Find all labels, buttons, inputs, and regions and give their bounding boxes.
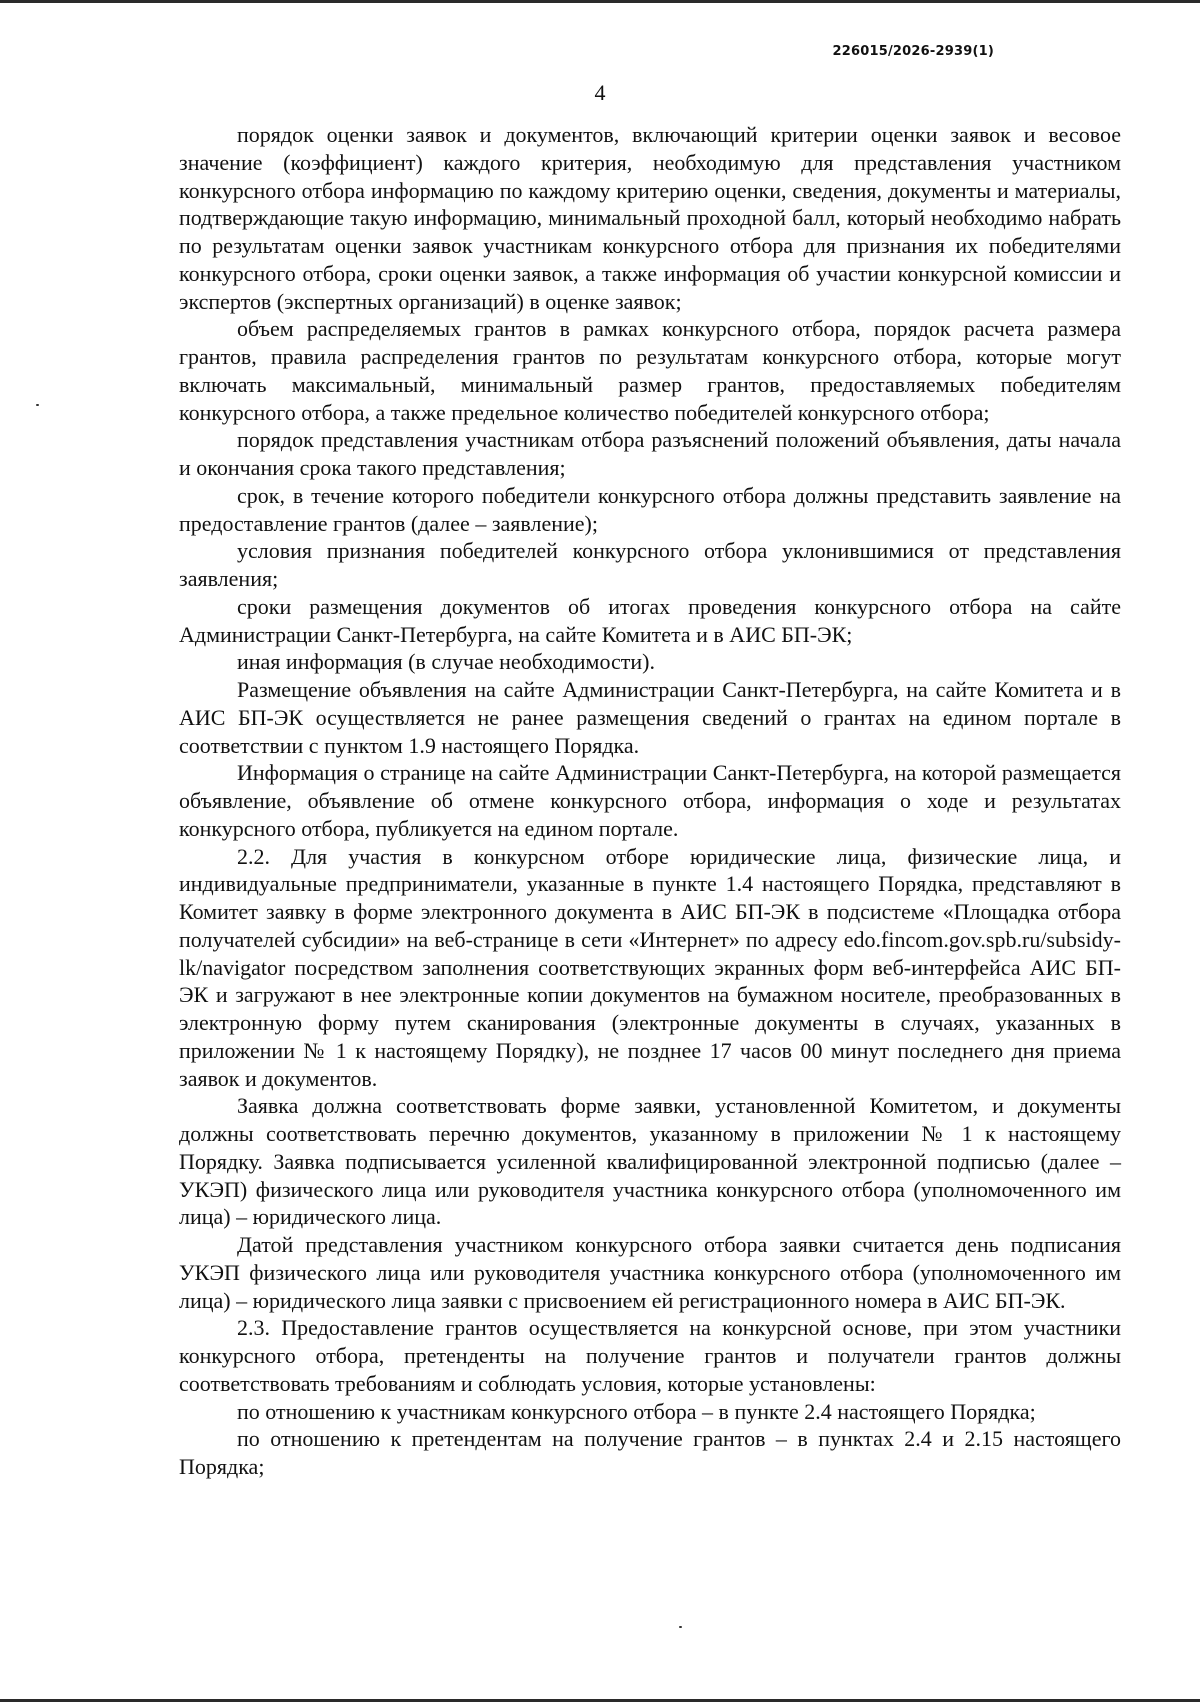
paragraph: Заявка должна соответствовать форме заявки, установленной Комитетом, и документы должны соответствовать перечню документов, указанному в приложении № 1 к настоящему Порядку. Заявка подписывается усиленной квалифицированной электронной подписью (далее – УКЭП) физического лица или руководителя участника конкурсного отбора (уполномоченного им лица) – юридического лица. [179,1093,1121,1230]
scan-border-top [0,0,1200,3]
paragraph: иная информация (в случае необходимости). [237,649,655,675]
paragraph: сроки размещения документов об итогах проведения конкурсного отбора на сайте Администрации Санкт-Петербурга, на сайте Комитета и в АИС БП-ЭК; [179,593,1121,647]
paragraph: порядок представления участникам отбора разъяснений положений объявления, даты начала и окончания срока такого представления; [179,427,1121,480]
paragraph: Датой представления участником конкурсного отбора заявки считается день подписания УКЭП физического лица или руководителя участника конкурсного отбора (уполномоченного им лица) – юридического лица заявки с присвоением ей регистрационного номера в АИС БП-ЭК. [179,1232,1121,1313]
page-number: 4 [594,80,606,105]
paragraph: 2.2. Для участия в конкурсном отборе юридические лица, физические лица, и индивидуальные предприниматели, указанные в пункте 1.4 настоящего Порядка, представляют в Комитет заявку в форме электронного документа в АИС БП-ЭК в подсистеме «Площадка отбора получателей субсидии» на веб-странице в сети «Интернет» по адресу edo.fincom.gov.spb.ru/subsidy-lk/navigator посредством заполнения соответствующих экранных форм веб-интерфейса АИС БП-ЭК и загружают в нее электронные копии документов на бумажном носителе, преобразованных в электронную форму путем сканирования (электронные документы в случаях, указанных в приложении № 1 к настоящему Порядку), не позднее 17 часов 00 минут последнего дня приема заявок и документов. [179,843,1121,1091]
document-registration-number: 226015/2026-2939(1) [832,44,994,59]
paragraph: порядок оценки заявок и документов, включающий критерии оценки заявок и весовое значение (коэффициент) каждого критерия, необходимую для представления участником конкурсного отбора информацию по каждому критерию оценки, сведения, документы и материалы, подтверждающие такую информацию, минимальный проходной балл, который необходимо набрать по результатам оценки заявок участникам конкурсного отбора для признания их победителями конкурсного отбора, сроки оценки заявок, а также информация об участии конкурсной комиссии и экспертов (экспертных организаций) в оценке заявок; [179,122,1121,314]
paragraph: Размещение объявления на сайте Администрации Санкт-Петербурга, на сайте Комитета и в АИС БП-ЭК осуществляется не ранее размещения сведений о грантах на едином портале в соответствии с пунктом 1.9 настоящего Порядка. [179,677,1121,758]
paragraph: 2.3. Предоставление грантов осуществляется на конкурсной основе, при этом участники конкурсного отбора, претенденты на получение грантов и получатели грантов должны соответствовать требованиям и соблюдать условия, которые установлены: [179,1315,1121,1396]
scan-speck [679,1626,682,1628]
document-body [179,121,1121,1481]
paragraph: по отношению к участникам конкурсного отбора – в пункте 2.4 настоящего Порядка; [237,1398,1036,1424]
scan-speck [36,404,39,406]
paragraph: Информация о странице на сайте Администрации Санкт-Петербурга, на которой размещается объявление, объявление об отмене конкурсного отбора, информация о ходе и результатах конкурсного отбора, публикуется на едином портале. [179,760,1121,841]
paragraph: условия признания победителей конкурсного отбора уклонившимися от представления заявления; [179,538,1121,591]
paragraph: срок, в течение которого победители конкурсного отбора должны представить заявление на предоставление грантов (далее – заявление); [179,482,1121,536]
paragraph: по отношению к претендентам на получение грантов – в пунктах 2.4 и 2.15 настоящего Порядка; [179,1426,1121,1479]
paragraph: объем распределяемых грантов в рамках конкурсного отбора, порядок расчета размера грантов, правила распределения грантов по результатам конкурсного отбора, которые могут включать максимальный, минимальный размер грантов, предоставляемых победителям конкурсного отбора, а также предельное количество победителей конкурсного отбора; [179,316,1121,425]
